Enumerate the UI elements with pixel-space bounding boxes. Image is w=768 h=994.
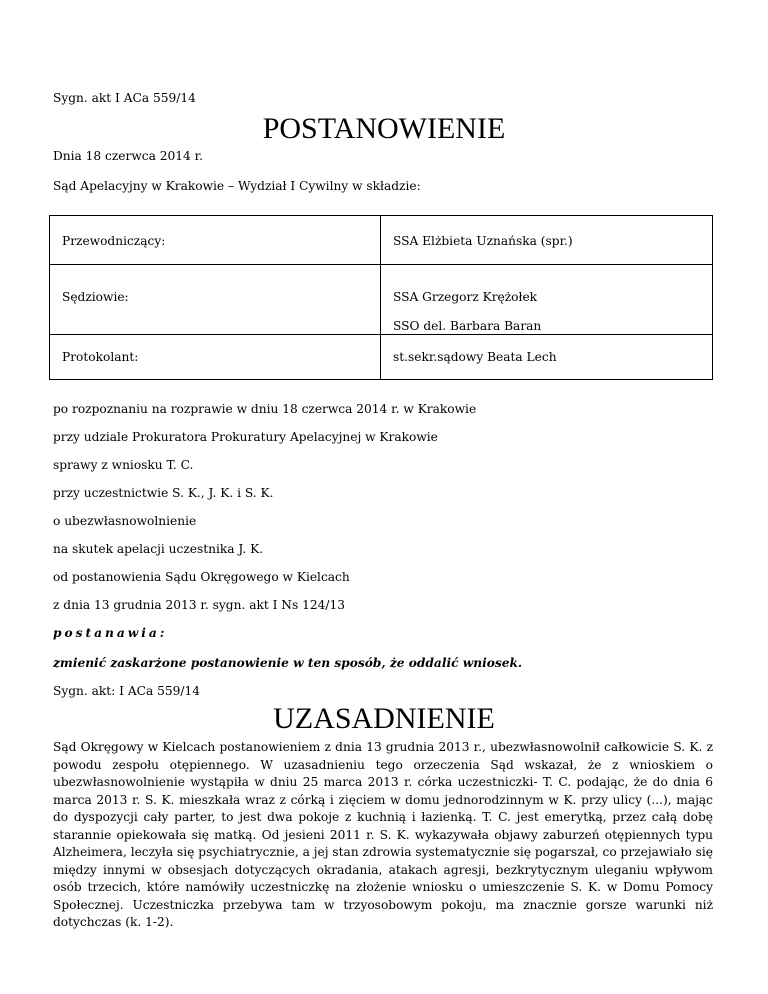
panel-row-presiding: [50, 216, 713, 265]
court-composition: Sąd Apelacyjny w Krakowie – Wydział I Cywilny w składzie:: [53, 179, 421, 193]
panel-row-judges: [50, 265, 713, 335]
clerk-name: st.sekr.sądowy Beata Lech: [393, 350, 557, 364]
judge-name: SSO del. Barbara Baran: [393, 319, 542, 333]
presiding-label: Przewodniczący:: [62, 234, 166, 248]
judges-label: Sędziowie:: [62, 290, 129, 304]
judge-name: SSA Grzegorz Krężołek: [393, 290, 538, 304]
panel-cell: [381, 335, 713, 380]
body-line: z dnia 13 grudnia 2013 r. sygn. akt I Ns 124/13: [53, 598, 345, 612]
panel-cell: [381, 265, 713, 335]
body-line: na skutek apelacji uczestnika J. K.: [53, 542, 264, 556]
decision-date: Dnia 18 czerwca 2014 r.: [53, 149, 203, 163]
panel-cell: [381, 216, 713, 265]
document-title: POSTANOWIENIE: [262, 112, 506, 145]
justification-title: UZASADNIENIE: [273, 702, 495, 735]
decides-heading: postanawia:: [53, 626, 168, 640]
panel-table: [49, 215, 713, 380]
body-line: od postanowienia Sądu Okręgowego w Kielcach: [53, 570, 350, 584]
presiding-name: SSA Elżbieta Uznańska (spr.): [393, 234, 573, 248]
body-line: po rozpoznaniu na rozprawie w dniu 18 czerwca 2014 r. w Krakowie: [53, 402, 477, 416]
case-reference: Sygn. akt I ACa 559/14: [53, 91, 196, 105]
body-line: przy udziale Prokuratora Prokuratury Apelacyjnej w Krakowie: [53, 430, 438, 444]
panel-cell: [50, 265, 381, 335]
justification-paragraph: Sąd Okręgowy w Kielcach postanowieniem z dnia 13 grudnia 2013 r., ubezwłasnowolnił całkowicie S. K. z powodu zespołu otępiennego. W uzasadnieniu tego orzeczenia Sąd wskazał, że z wnioskiem o ubezwłasnowolnienie wystąpiła w dniu 25 marca 2013 r. córka uczestniczki- T. C. podając, że do dnia 6 marca 2013 r. S. K. mieszkała wraz z córką i zięciem w domu jednorodzinnym w K. przy ulicy (...), mając do dyspozycji cały parter, to jest dwa pokoje z kuchnią i łazienką. T. C. jest emerytką, przez całą dobę starannie opiekowała się matką. Od jesieni 2011 r. S. K. wykazywała objawy zaburzeń otępiennych typu Alzheimera, leczyła się psychiatrycznie, a jej stan zdrowia systematycznie się pogarszał, co przejawiało się między innymi w obsesjach dotyczących okradania, atakach agresji, bezkrytycznym uleganiu wpływom osób trzecich, które namówiły uczestniczkę na złożenie wniosku o umieszczenie S. K. w Domu Pomocy Społecznej. Uczestniczka przebywa tam w trzyosobowym pokoju, ma znacznie gorsze warunki niż dotychczas (k. 1-2).: [53, 740, 713, 929]
case-reference-2: Sygn. akt: I ACa 559/14: [53, 684, 200, 698]
panel-cell: [50, 335, 381, 380]
ruling-text: zmienić zaskarżone postanowienie w ten sposób, że oddalić wniosek.: [53, 656, 523, 670]
panel-row-clerk: [50, 335, 713, 380]
body-line: przy uczestnictwie S. K., J. K. i S. K.: [53, 486, 274, 500]
body-line: sprawy z wniosku T. C.: [53, 458, 194, 472]
body-line: o ubezwłasnowolnienie: [53, 514, 197, 528]
panel-cell: [50, 216, 381, 265]
clerk-label: Protokolant:: [62, 350, 139, 364]
